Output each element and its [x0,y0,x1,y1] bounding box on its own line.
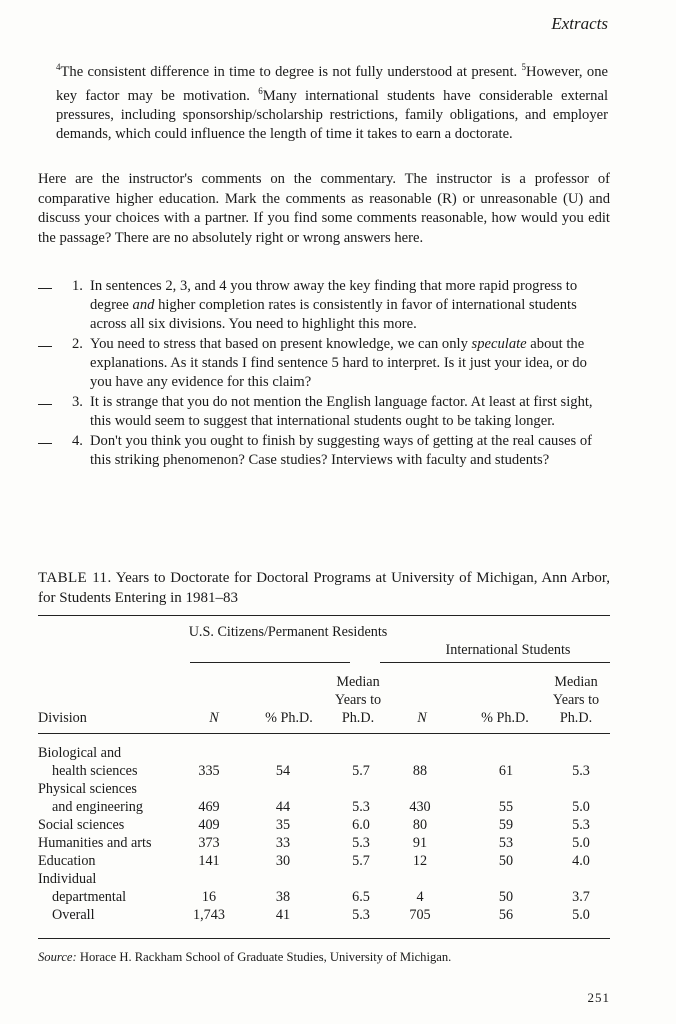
division-label: Biological and [38,745,122,761]
header-us-pct: % Ph.D. [265,710,313,726]
header-division: Division [38,710,87,726]
commentary-passage [56,58,608,144]
intl-pct-cell: 50 [498,889,514,905]
intl-pct-cell: 50 [498,853,514,869]
comment-text [90,335,600,392]
intl-n-cell: 80 [412,817,428,833]
comment-text-part: Don't you think you ought to finish by suggesting ways of getting at the real causes of this striking phenomenon? Case studies? Interviews with faculty and students? [90,433,592,468]
division-label: and engineering [52,799,143,815]
us-median-cell: 5.7 [352,763,370,779]
division-label: Overall [52,907,95,923]
comment-text [90,393,600,431]
us-n-cell: 141 [198,853,220,869]
us-median-cell: 6.5 [352,889,370,905]
us-pct-cell: 38 [275,889,291,905]
sentence-number: 6 [258,85,263,96]
intl-n-cell: 88 [412,763,428,779]
division-label: health sciences [52,763,138,779]
header-intl-pct: % Ph.D. [481,710,529,726]
comment-number: 3. [72,394,83,410]
intl-group-rule [380,662,610,663]
us-median-cell: 5.7 [352,853,370,869]
comment-number: 2. [72,336,83,352]
answer-blank[interactable] [38,432,52,444]
intl-median-cell: 3.7 [572,889,590,905]
us-n-cell: 1,743 [193,907,225,923]
us-pct-cell: 44 [275,799,291,815]
intl-pct-cell: 55 [498,799,514,815]
intl-median-cell: 5.0 [572,799,590,815]
us-n-cell: 469 [198,799,220,815]
comment-text-part: You need to stress that based on present knowledge, we can only [90,336,472,352]
header-intl-median: Median Years to Ph.D. [552,674,600,726]
intl-pct-cell: 61 [498,763,514,779]
table-header-rule [38,733,610,734]
comment-item [38,335,610,392]
us-pct-cell: 54 [275,763,291,779]
intl-n-cell: 430 [409,799,431,815]
comment-text-part: In sentences 2, 3, and 4 you throw away the key finding that more rapid progress to degree [90,278,578,313]
table-label: TABLE 11. [38,570,112,586]
intl-n-cell: 705 [409,907,431,923]
header-international: International Students [445,642,571,658]
us-pct-cell: 33 [275,835,291,851]
us-median-cell: 6.0 [352,817,370,833]
comment-list [38,277,610,471]
comment-text [90,432,600,470]
division-label: departmental [52,889,127,905]
intl-n-cell: 12 [412,853,428,869]
table-source [38,950,451,965]
intl-n-cell: 4 [416,889,424,905]
us-median-cell: 5.3 [352,835,370,851]
us-pct-cell: 41 [275,907,291,923]
comment-text-part: about the explanations. As it stands I find sentence 5 hard to interpret. Is it just your idea, or do you have any evidence for this claim? [90,336,587,390]
table-top-rule [38,615,610,616]
division-label: Physical sciences [38,781,137,797]
us-n-cell: 335 [198,763,220,779]
sentence-text: Many international students have considerable external pressures, including sponsorship/scholarship restrictions, family obligations, and employer demands, which could influence the length of time it takes to earn a doctorate. [56,87,608,142]
us-n-cell: 409 [198,817,220,833]
instructions-paragraph: Here are the instructor's comments on the commentary. The instructor is a professor of comparative higher education. Mark the comments as reasonable (R) or unreasonable (U) and discuss your choices with a partner. If you find some comments reasonable, how would you edit the passage? There are no absolutely right or wrong answers here. [38,171,610,246]
us-n-cell: 373 [198,835,220,851]
intl-n-cell: 91 [412,835,428,851]
running-head: Extracts [551,14,608,33]
intl-pct-cell: 53 [498,835,514,851]
intl-pct-cell: 56 [498,907,514,923]
comment-text-part: higher completion rates is consistently in favor of international students across all six divisions. You need to highlight this more. [90,297,577,332]
intl-median-cell: 5.3 [572,817,590,833]
comment-item [38,432,610,470]
intl-median-cell: 4.0 [572,853,590,869]
header-us-n: N [209,710,219,726]
intl-median-cell: 5.0 [572,907,590,923]
table-caption [38,568,610,608]
table-title: Years to Doctorate for Doctoral Programs at University of Michigan, Ann Arbor, for Students Entering in 1981–83 [38,570,610,606]
answer-blank[interactable] [38,335,52,347]
sentence-number: 5 [521,62,527,72]
us-group-rule [190,662,350,663]
comment-number: 1. [72,278,83,294]
us-n-cell: 16 [201,889,217,905]
division-label: Education [38,853,96,869]
us-median-cell: 5.3 [352,907,370,923]
intl-pct-cell: 59 [498,817,514,833]
comment-item [38,393,610,431]
source-label: Source: [38,950,77,964]
comment-item [38,277,610,334]
sentence-number: 4 [56,62,61,72]
sentence-text: The consistent difference in time to degree is not fully understood at present. [60,63,518,80]
comment-emphasis: speculate [471,336,527,352]
answer-blank[interactable] [38,393,52,405]
division-label: Humanities and arts [38,835,152,851]
comment-emphasis: and [132,297,155,313]
intl-median-cell: 5.0 [572,835,590,851]
division-label: Social sciences [38,817,125,833]
us-pct-cell: 30 [275,853,291,869]
header-us-citizens: U.S. Citizens/Permanent Residents [188,624,388,640]
us-pct-cell: 35 [275,817,291,833]
answer-blank[interactable] [38,277,52,289]
source-text: Horace H. Rackham School of Graduate Studies, University of Michigan. [79,950,452,964]
us-median-cell: 5.3 [352,799,370,815]
sentence-text: However, one key factor may be motivation. [56,63,608,104]
page-number: 251 [587,990,610,1005]
division-label: Individual [38,871,97,887]
comment-number: 4. [72,433,83,449]
comment-text [90,277,600,334]
header-us-median: Median Years to Ph.D. [334,674,382,726]
table-bottom-rule [38,938,610,939]
comment-text-part: It is strange that you do not mention the English language factor. At least at first sight, this would seem to suggest that international students ought to be taking longer. [90,394,593,429]
header-intl-n: N [417,710,427,726]
intl-median-cell: 5.3 [572,763,590,779]
